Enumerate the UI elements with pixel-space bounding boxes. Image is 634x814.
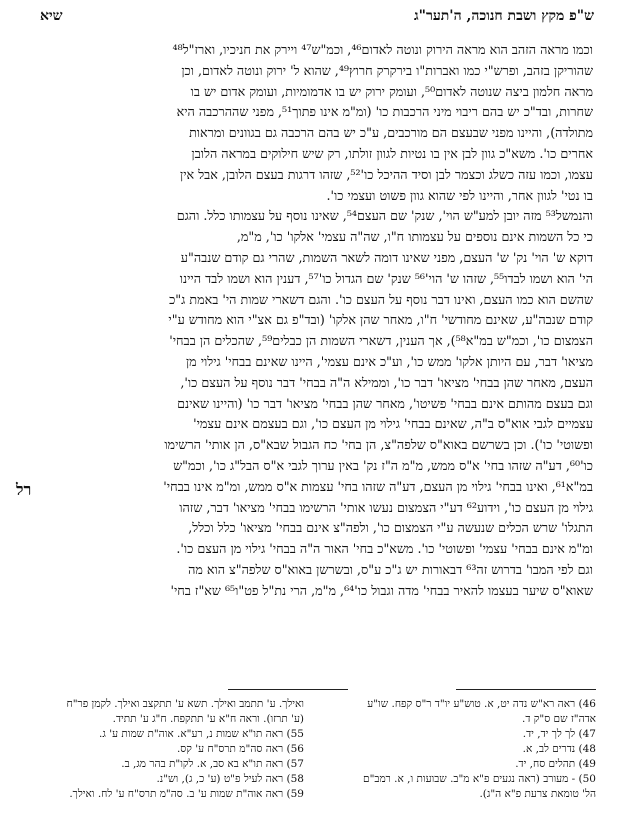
text-line: וגם לפי המבו' בדרוש זה⁶³ דבאורות יש ג"כ ע"ס, ובשרשן באוא"ס שלפה"צ הוא מה — [188, 561, 593, 577]
main-text — [40, 40, 593, 602]
footnotes-right-column — [346, 697, 596, 802]
footnote: 46) ראה רא"ש נדה יט, א. טוש"ע יו"ד ר"ס קפח. שו"ע — [367, 698, 596, 710]
text-line: קודם שנבה"ע, שאינם מחודשי' ח"ו, מאחר שהן אלקו' (ובד"פ גם אצ"י הוא מחודש ע"י — [168, 312, 593, 328]
text-line: כי כל השמות אינם נוספים על עצמותו ח"ו, שה"ה עצמי' אלקו' כו', מ"מ, — [236, 229, 593, 245]
footnote: ואילך. ע' תתמב ואילך. תשא ע' תתקצב ואילך. לקמן פר"ח — [66, 698, 304, 710]
text-line: התגלו' שרש הכלים שנעשה ע"י הצמצום כו', ולפה"צ אינם בבחי' מציאו' כלל וכלל, — [188, 520, 593, 536]
footnotes-left-column — [19, 697, 304, 802]
footnote: 55) ראה תו"א שמות נ, רע"א. אוה"ת שמות ע' ג. — [99, 728, 304, 740]
footnote: 58) ראה לעיל פ"ט (ע' כ, ג), וש"נ. — [156, 773, 304, 785]
text-line: בו נטי' לגוון אחר, והיינו לפי שהוא גוון פשוט ועצמי כו'. — [326, 187, 593, 203]
text-line: וגם בעצם מהותם אינם בבחי' פשיטו', מאחר שהן בבחי' מציאו' דבר כו' (והיינו שאינם — [177, 395, 593, 411]
text-line: הי' הוא ושמו לבדו⁵⁵, שזהו ש' הוי'⁵⁶ שנק' שם הגדול כו'⁵⁷, דענין הוא ושמו לבד היינו — [179, 270, 593, 286]
footnote: 50) - מעורב (ראה נגעים פ"א מ"ב. שבועות ו, א. רמב"ם — [363, 773, 596, 785]
footnote: 59) ראה אוה"ת שמות ע' ב. סה"מ תרס"ח ע' לח. ואילך. — [69, 788, 304, 800]
running-title: ש"פ מקץ ושבת חנוכה, ה'תער"ג — [414, 8, 594, 24]
text-line: כו'⁶⁰, דע"ה שזהו בחי' א"ס ממש, מ"מ ה"ז נק' באין ערוך לגבי א"ס הבל"ג כו', וכמ"ש — [173, 457, 593, 473]
text-line: עצמו, וכמו עזה כשלג וכצמר לבן וסיד ההיכל כו'⁵², שזהו דרגות בעצם הלובן, אבל אין — [180, 166, 593, 182]
text-line: עצמיים לגבי אוא"ס ב"ה, שאינם בבחי' גילוי מן העצם כו', וגם בעצמם אינם עצמי' — [193, 416, 593, 432]
footnote-divider-left — [228, 689, 348, 690]
footnote: אדה"ז שם ס"ק ד. — [522, 713, 596, 725]
footnote: 48) נדרים לב, א. — [522, 743, 596, 755]
text-line: מראה חלמון ביצה שנוטה לאדום⁵⁰, ועומק ירוק יש בו אדמומיות, ועומק אדום יש בו — [190, 83, 593, 99]
text-line: וכמו מראה הזהב הוא מראה הירוק ונוטה לאדום⁴⁶, וכמ"ש⁴⁷ ויירק את חניכיו, וארז"ל⁴⁸ — [172, 42, 593, 57]
text-line: אחרים כו'. משא"כ גוון לבן אין בו נטיות לגוון זולתו, רק שיש חילוקים במראה הלובן — [191, 145, 593, 161]
page-header — [40, 8, 594, 28]
text-line: העצם, מאחר שהן בבחי' מציאו' דבר כו', וממילא ה"ה בבחי' דבר נוסף על העצם כו', — [180, 374, 593, 390]
text-line: במ"א⁶¹, ואינו בבחי' גילוי מן העצם, דע"ה שזהו בחי' עצמות א"ס ממש, ומ"מ אינו בבחי' — [163, 478, 593, 494]
footnote-divider-right — [456, 689, 596, 690]
text-line: שחרות, ובד"כ יש בהם ריבוי מיני הרכבות כו' (ומ"מ אינו פתוך⁵¹, מפני שההרכבה היא — [176, 104, 593, 120]
text-line: שאוא"ס שיער בעצמו להאיר בבחי' מדה וגבול כו'⁶⁴, מ"מ, הרי נת"ל פט"ו⁶⁵ שא"ז בחי' — [170, 582, 593, 598]
footnote: 56) ראה סה"מ תרס"ח ע' קס. — [176, 743, 304, 755]
footnote: הל' טומאת צרעת פ"א ה"ג). — [479, 788, 596, 800]
footnote: 57) ראה תו"א בא סב, א. לקו"ת בהר מג, ב. — [121, 758, 304, 770]
footnote: (ע' תרזו). וראה ח"א ע' תתקפח. ח"ג ע' תתיד. — [112, 713, 304, 725]
text-line: ומ"מ אינם בבחי' עצמי' ופשוטי' כו'. משא"כ בחי' האור ה"ה בבחי' גילוי מן העצם כו'. — [176, 541, 593, 557]
text-line: שהשם הוא כמו העצם, ואינו דבר נוסף על העצם כו'. והגם דשארי שמות הי' באמת ג"כ — [169, 291, 593, 307]
text-line: הצמצום כו', וכמ"ש במ"א⁵⁸), אך הענין, דשארי השמות הן כבלים⁵⁹, שהכלים הן בבחי' — [169, 333, 593, 349]
page-number: שיא — [40, 8, 63, 24]
footnote: 47) לך לך יד, יד. — [522, 728, 596, 740]
text-line: מציאו' דבר, עם היותן אלקו' ממש כו', וע"כ אינם עצמי', היינו שאינם בבחי' גילוי מן — [185, 353, 593, 369]
margin-label: רל — [16, 480, 32, 499]
footnote: 49) תהלים סח, יד. — [515, 758, 596, 770]
text-line: והנמשל⁵³ מזה יובן למע"ש הוי', שנק' שם העצם⁵⁴, שאינו נוסף על עצמותו כלל. והגם — [176, 208, 593, 224]
text-line: גילוי מן העצם כו', וידוע⁶² דע"י הצמצום נעשו אותי' הרשימו בבחי' מציאו' דבר, שזהו — [179, 499, 593, 515]
text-line: דוקא ש' הוי' נק' ש' העצם, מפני שאינו דומה לשאר השמות, שהרי גם קודם שנבה"ע — [180, 249, 593, 265]
text-line: מתולדה), והיינו מפני שבעצם הם מורכבים, ע"כ יש בהם הרכבה גם בגוונים ומראות — [189, 125, 593, 141]
text-line: שהוריקן בזהב, ופרש"י כמו ואברות"ו בירקרק חרוץ⁴⁹, שהוא ל' ירוק ונוטה לאדום, וכן — [181, 62, 593, 78]
text-line: ופשוטי' כו'). וכן בשרשם באוא"ס שלפה"צ, הן בחי' כח הגבול שבא"ס, הן אותי' הרשימו — [164, 437, 593, 453]
